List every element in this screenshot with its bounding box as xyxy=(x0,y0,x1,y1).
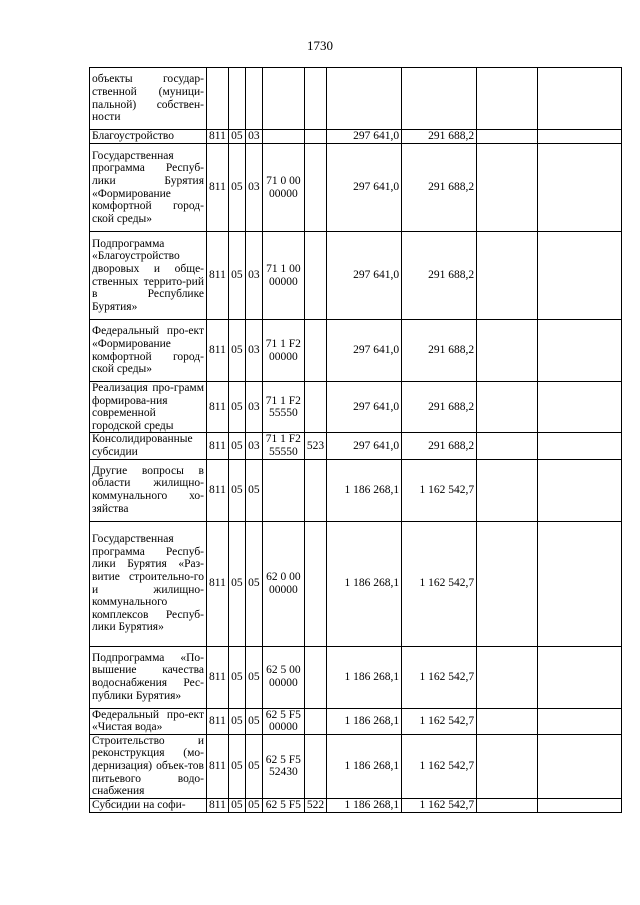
row-target-code xyxy=(262,68,304,130)
row-ministry-code: 811 xyxy=(207,459,229,521)
row-extra-col1 xyxy=(477,68,538,130)
row-amount-year2: 1 162 542,7 xyxy=(402,646,477,708)
row-expense-type xyxy=(304,130,326,144)
row-section-code: 05 xyxy=(228,130,245,144)
row-target-code: 71 1 F2 55550 xyxy=(262,433,304,459)
row-name: Подпрограмма «Благоустройство дворовых и обще-ственных террито-рий в Республике Бурятия» xyxy=(90,232,207,320)
row-extra-col1 xyxy=(477,130,538,144)
row-amount-year2: 291 688,2 xyxy=(402,144,477,232)
table-row xyxy=(90,646,622,708)
row-name: Субсидии на софи- xyxy=(90,798,207,812)
row-ministry-code: 811 xyxy=(207,646,229,708)
row-subsection-code: 05 xyxy=(245,646,262,708)
row-extra-col2 xyxy=(538,798,622,812)
row-amount-year1: 297 641,0 xyxy=(327,320,402,382)
row-expense-type xyxy=(304,734,326,798)
row-subsection-code: 03 xyxy=(245,232,262,320)
row-amount-year1: 1 186 268,1 xyxy=(327,708,402,734)
row-amount-year2: 291 688,2 xyxy=(402,382,477,433)
row-name: Консолидированные субсидии xyxy=(90,433,207,459)
row-amount-year2: 291 688,2 xyxy=(402,130,477,144)
row-expense-type xyxy=(304,68,326,130)
row-expense-type xyxy=(304,646,326,708)
row-ministry-code: 811 xyxy=(207,232,229,320)
row-section-code: 05 xyxy=(228,646,245,708)
row-subsection-code: 05 xyxy=(245,798,262,812)
row-target-code: 62 5 F5 00000 xyxy=(262,708,304,734)
row-amount-year1: 1 186 268,1 xyxy=(327,459,402,521)
row-subsection-code: 03 xyxy=(245,382,262,433)
row-ministry-code: 811 xyxy=(207,130,229,144)
row-expense-type xyxy=(304,144,326,232)
table-row xyxy=(90,433,622,459)
row-subsection-code: 05 xyxy=(245,708,262,734)
row-target-code: 62 5 00 00000 xyxy=(262,646,304,708)
row-amount-year1: 1 186 268,1 xyxy=(327,734,402,798)
row-amount-year1: 297 641,0 xyxy=(327,382,402,433)
table-row xyxy=(90,459,622,521)
row-extra-col1 xyxy=(477,320,538,382)
row-expense-type xyxy=(304,320,326,382)
table-row xyxy=(90,798,622,812)
table-row xyxy=(90,708,622,734)
row-subsection-code: 03 xyxy=(245,433,262,459)
row-ministry-code: 811 xyxy=(207,521,229,646)
row-name: Строительство и реконструкция (мо-дернизация) объек-тов питьевого водо-снабжения xyxy=(90,734,207,798)
table-body xyxy=(90,68,622,813)
row-extra-col2 xyxy=(538,382,622,433)
row-amount-year1: 1 186 268,1 xyxy=(327,798,402,812)
row-extra-col1 xyxy=(477,433,538,459)
row-ministry-code: 811 xyxy=(207,708,229,734)
row-target-code: 71 1 00 00000 xyxy=(262,232,304,320)
table-row xyxy=(90,144,622,232)
row-extra-col1 xyxy=(477,459,538,521)
row-name: Государственная программа Респуб-лики Бурятия «Формирование комфортной город-ской среды» xyxy=(90,144,207,232)
row-target-code: 71 0 00 00000 xyxy=(262,144,304,232)
row-extra-col2 xyxy=(538,433,622,459)
row-subsection-code: 03 xyxy=(245,320,262,382)
row-extra-col1 xyxy=(477,646,538,708)
row-extra-col1 xyxy=(477,734,538,798)
row-extra-col2 xyxy=(538,232,622,320)
row-name: Другие вопросы в области жилищно-коммунального хо-зяйства xyxy=(90,459,207,521)
row-amount-year1: 297 641,0 xyxy=(327,144,402,232)
page-number: 1730 xyxy=(307,38,333,53)
row-target-code xyxy=(262,459,304,521)
row-target-code: 62 5 F5 xyxy=(262,798,304,812)
row-expense-type: 523 xyxy=(304,433,326,459)
row-name: Благоустройство xyxy=(90,130,207,144)
row-subsection-code: 03 xyxy=(245,144,262,232)
row-amount-year2: 1 162 542,7 xyxy=(402,734,477,798)
row-extra-col1 xyxy=(477,144,538,232)
row-section-code: 05 xyxy=(228,433,245,459)
row-ministry-code: 811 xyxy=(207,320,229,382)
row-amount-year2: 1 162 542,7 xyxy=(402,708,477,734)
row-extra-col1 xyxy=(477,798,538,812)
row-section-code: 05 xyxy=(228,708,245,734)
row-name: Реализация про-грамм формирова-ния современной городской среды xyxy=(90,382,207,433)
row-section-code: 05 xyxy=(228,144,245,232)
row-extra-col1 xyxy=(477,382,538,433)
row-extra-col2 xyxy=(538,708,622,734)
row-amount-year1: 1 186 268,1 xyxy=(327,521,402,646)
row-target-code: 62 0 00 00000 xyxy=(262,521,304,646)
row-amount-year2: 1 162 542,7 xyxy=(402,521,477,646)
row-ministry-code xyxy=(207,68,229,130)
row-expense-type xyxy=(304,459,326,521)
row-ministry-code: 811 xyxy=(207,734,229,798)
row-extra-col2 xyxy=(538,459,622,521)
table-row xyxy=(90,320,622,382)
table-row xyxy=(90,130,622,144)
row-extra-col1 xyxy=(477,708,538,734)
row-subsection-code: 05 xyxy=(245,521,262,646)
row-expense-type xyxy=(304,382,326,433)
row-section-code xyxy=(228,68,245,130)
row-name: объекты государ-ственной (муници-пальной) собствен-ности xyxy=(90,68,207,130)
row-ministry-code: 811 xyxy=(207,144,229,232)
row-amount-year2: 291 688,2 xyxy=(402,232,477,320)
row-amount-year1: 297 641,0 xyxy=(327,232,402,320)
row-subsection-code xyxy=(245,68,262,130)
row-expense-type: 522 xyxy=(304,798,326,812)
row-amount-year1: 1 186 268,1 xyxy=(327,646,402,708)
row-section-code: 05 xyxy=(228,734,245,798)
row-section-code: 05 xyxy=(228,232,245,320)
row-target-code: 71 1 F2 00000 xyxy=(262,320,304,382)
row-section-code: 05 xyxy=(228,459,245,521)
row-amount-year1: 297 641,0 xyxy=(327,433,402,459)
row-amount-year2: 291 688,2 xyxy=(402,433,477,459)
row-ministry-code: 811 xyxy=(207,382,229,433)
row-target-code: 62 5 F5 52430 xyxy=(262,734,304,798)
row-ministry-code: 811 xyxy=(207,798,229,812)
row-extra-col2 xyxy=(538,144,622,232)
row-expense-type xyxy=(304,521,326,646)
row-subsection-code: 05 xyxy=(245,734,262,798)
row-amount-year2: 291 688,2 xyxy=(402,320,477,382)
row-amount-year1 xyxy=(327,68,402,130)
budget-table xyxy=(89,67,622,813)
row-extra-col1 xyxy=(477,521,538,646)
row-section-code: 05 xyxy=(228,521,245,646)
row-expense-type xyxy=(304,708,326,734)
row-amount-year1: 297 641,0 xyxy=(327,130,402,144)
row-section-code: 05 xyxy=(228,382,245,433)
row-subsection-code: 05 xyxy=(245,459,262,521)
row-target-code xyxy=(262,130,304,144)
row-ministry-code: 811 xyxy=(207,433,229,459)
row-amount-year2: 1 162 542,7 xyxy=(402,459,477,521)
row-name: Федеральный про-ект «Чистая вода» xyxy=(90,708,207,734)
row-extra-col2 xyxy=(538,734,622,798)
row-extra-col2 xyxy=(538,521,622,646)
row-amount-year2: 1 162 542,7 xyxy=(402,798,477,812)
row-extra-col1 xyxy=(477,232,538,320)
row-subsection-code: 03 xyxy=(245,130,262,144)
row-section-code: 05 xyxy=(228,798,245,812)
row-name: Федеральный про-ект «Формирование комфортной город-ской среды» xyxy=(90,320,207,382)
row-extra-col2 xyxy=(538,320,622,382)
row-expense-type xyxy=(304,232,326,320)
table-row xyxy=(90,521,622,646)
table-row xyxy=(90,232,622,320)
row-target-code: 71 1 F2 55550 xyxy=(262,382,304,433)
row-extra-col2 xyxy=(538,130,622,144)
row-section-code: 05 xyxy=(228,320,245,382)
row-extra-col2 xyxy=(538,646,622,708)
row-name: Государственная программа Респуб-лики Бурятия «Раз-витие строительно-го и жилищно-коммунального комплексов Респуб-лики Бурятия» xyxy=(90,521,207,646)
row-name: Подпрограмма «По-вышение качества водоснабжения Рес-публики Бурятия» xyxy=(90,646,207,708)
table-row xyxy=(90,734,622,798)
row-amount-year2 xyxy=(402,68,477,130)
table-row xyxy=(90,68,622,130)
row-extra-col2 xyxy=(538,68,622,130)
table-row xyxy=(90,382,622,433)
